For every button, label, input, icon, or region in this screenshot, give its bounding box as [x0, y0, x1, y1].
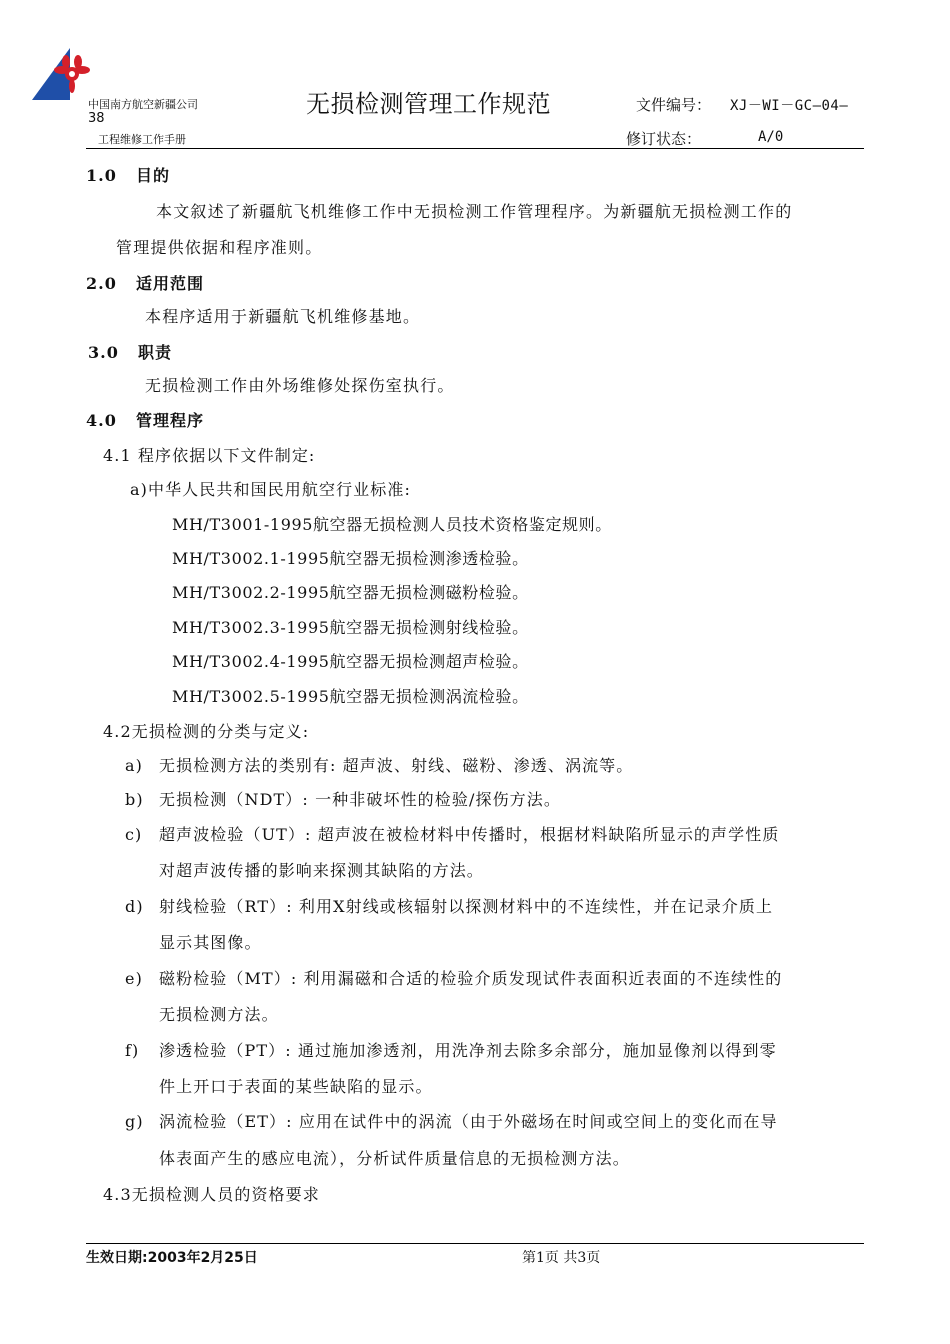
definition-text: 无损检测方法的类别有: 超声波、射线、磁粉、渗透、涡流等。 [159, 756, 634, 775]
list-marker: a) [125, 756, 143, 775]
manual-name: 工程维修工作手册 [98, 133, 186, 146]
subsection-4-1: 4.1 程序依据以下文件制定: [103, 446, 316, 465]
doc-number-label: 文件编号： [636, 96, 712, 114]
list-marker: e) [125, 969, 143, 988]
definition-c [125, 822, 779, 845]
revision-label: 修订状态： [626, 130, 702, 148]
definition-f [125, 1038, 777, 1061]
definition-a [125, 753, 633, 776]
definition-text: 无损检测（NDT）: 一种非破坏性的检验/探伤方法。 [159, 790, 561, 809]
doc-number-value: XJ－WI－GC—04— [730, 98, 849, 114]
section-number: 1.0 [86, 166, 117, 185]
section-number: 3.0 [88, 343, 119, 362]
section-2-text: 本程序适用于新疆航飞机维修基地。 [145, 307, 421, 326]
revision-value: A/0 [758, 129, 784, 145]
section-3-heading [88, 340, 172, 363]
definition-f-continued: 件上开口于表面的某些缺陷的显示。 [159, 1077, 433, 1096]
subsection-4-1-a: a)中华人民共和国民用航空行业标准: [130, 480, 411, 499]
list-marker: g) [125, 1112, 144, 1131]
section-number: 2.0 [86, 274, 117, 293]
definition-g [125, 1109, 778, 1132]
definition-g-continued: 体表面产生的感应电流），分析试件质量信息的无损检测方法。 [159, 1149, 630, 1168]
effective-date: 生效日期:2003年2月25日 [86, 1250, 258, 1266]
definition-text: 超声波检验（UT）: 超声波在被检材料中传播时，根据材料缺陷所显示的声学性质 [159, 825, 780, 844]
standard-item: MH/T3002.1-1995航空器无损检测渗透检验。 [172, 549, 529, 568]
section-title: 管理程序 [136, 411, 205, 430]
standard-item: MH/T3002.2-1995航空器无损检测磁粉检验。 [172, 583, 529, 602]
footer-divider [86, 1243, 864, 1244]
definition-text: 射线检验（RT）: 利用X射线或核辐射以探测材料中的不连续性，并在记录介质上 [159, 897, 774, 916]
section-3-text: 无损检测工作由外场维修处探伤室执行。 [145, 376, 455, 395]
definition-c-continued: 对超声波传播的影响来探测其缺陷的方法。 [159, 861, 484, 880]
definition-d-continued: 显示其图像。 [159, 933, 262, 952]
header-number: 38 [88, 111, 105, 126]
section-title: 目的 [136, 166, 171, 185]
definition-e-continued: 无损检测方法。 [159, 1005, 279, 1024]
subsection-4-3: 4.3无损检测人员的资格要求 [103, 1185, 320, 1204]
company-name: 中国南方航空新疆公司 [88, 98, 198, 111]
section-1-line-1: 本文叙述了新疆航飞机维修工作中无损检测工作管理程序。为新疆航无损检测工作的 [156, 202, 793, 221]
definition-text: 磁粉检验（MT）: 利用漏磁和合适的检验介质发现试件表面积近表面的不连续性的 [159, 969, 783, 988]
section-number: 4.0 [86, 411, 117, 430]
definition-e [125, 966, 782, 989]
section-title: 职责 [138, 343, 173, 362]
definition-d [125, 894, 773, 917]
section-title: 适用范围 [136, 274, 205, 293]
section-2-heading [86, 271, 204, 294]
list-marker: b) [125, 790, 144, 809]
definition-text: 渗透检验（PT）: 通过施加渗透剂，用洗净剂去除多余部分，施加显像剂以得到零 [159, 1041, 777, 1060]
section-4-heading [86, 408, 204, 431]
standard-item: MH/T3001-1995航空器无损检测人员技术资格鉴定规则。 [172, 515, 612, 534]
list-marker: f) [125, 1041, 140, 1060]
document-title: 无损检测管理工作规范 [306, 90, 551, 118]
section-1-line-2: 管理提供依据和程序准则。 [116, 238, 323, 257]
header-divider [86, 148, 864, 149]
standard-item: MH/T3002.5-1995航空器无损检测涡流检验。 [172, 687, 529, 706]
standard-item: MH/T3002.3-1995航空器无损检测射线检验。 [172, 618, 529, 637]
definition-b [125, 787, 561, 810]
standard-item: MH/T3002.4-1995航空器无损检测超声检验。 [172, 652, 529, 671]
list-marker: d) [125, 897, 144, 916]
subsection-4-2: 4.2无损检测的分类与定义: [103, 722, 310, 741]
definition-text: 涡流检验（ET）: 应用在试件中的涡流（由于外磁场在时间或空间上的变化而在导 [159, 1112, 778, 1131]
page-number: 第1页 共3页 [522, 1250, 601, 1266]
list-marker: c) [125, 825, 143, 844]
section-1-heading [86, 163, 170, 186]
